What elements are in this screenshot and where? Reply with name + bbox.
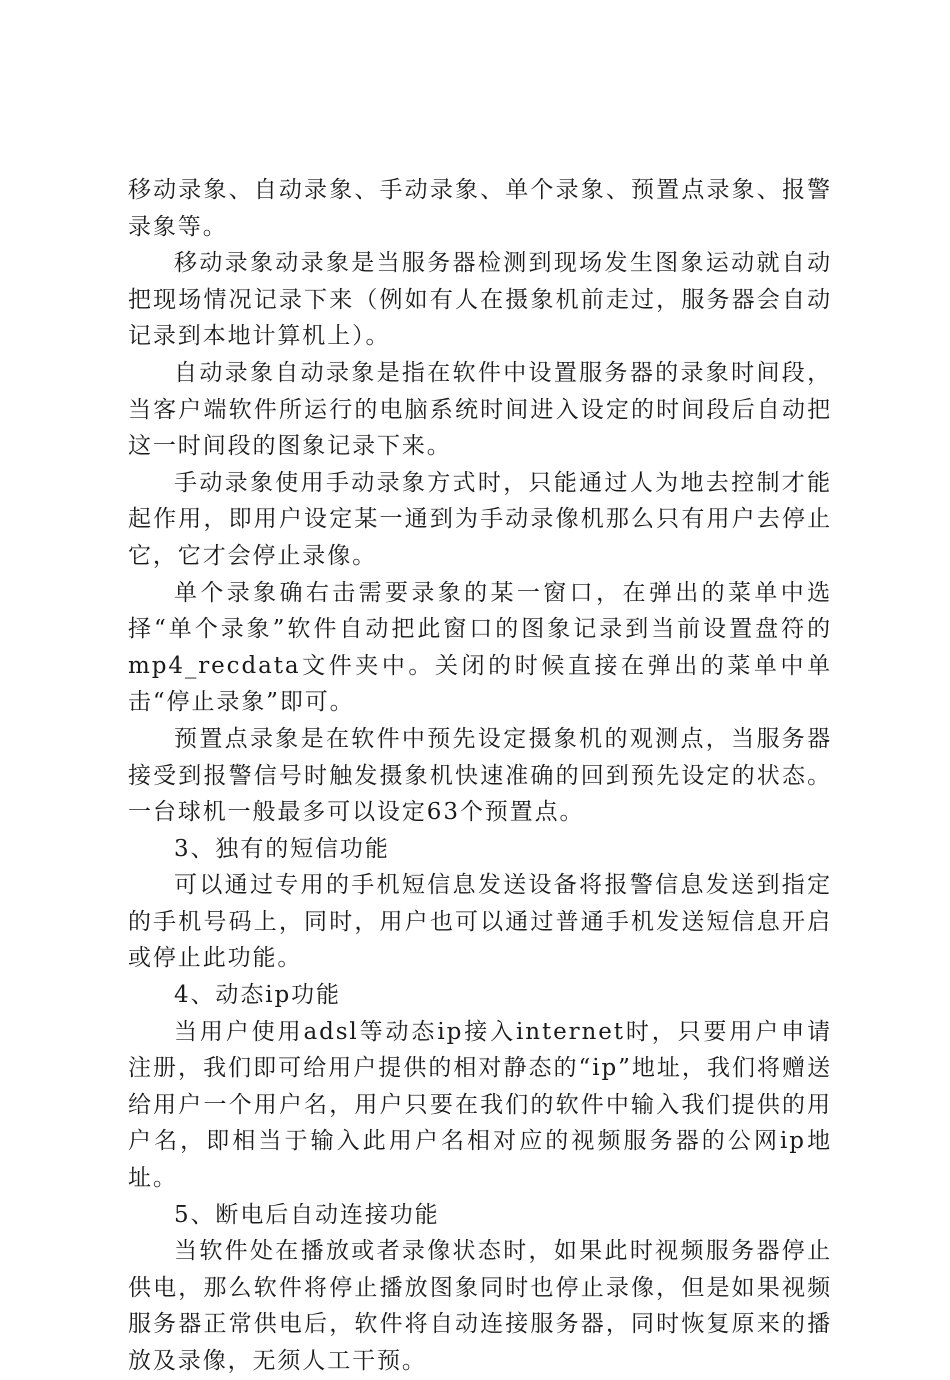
section-heading-sms: 3、独有的短信功能 xyxy=(174,835,390,862)
section-heading-auto-reconnect: 5、断电后自动连接功能 xyxy=(174,1201,440,1228)
paragraph-manual-recording: 手动录象使用手动录象方式时，只能通过人为地去控制才能起作用，即用户设定某一通到为手动录像机那么只有用户去停止它，它才会停止录像。 xyxy=(128,469,832,569)
paragraph-single-recording: 单个录象确右击需要录象的某一窗口，在弹出的菜单中选择“单个录象”软件自动把此窗口的图象记录到当前设置盘符的mp4_recdata文件夹中。关闭的时候直接在弹出的菜单中单击“停止录象”即可。 xyxy=(128,579,832,716)
paragraph-auto-recording: 自动录象自动录象是指在软件中设置服务器的录象时间段，当客户端软件所运行的电脑系统时间进入设定的时间段后自动把这一时间段的图象记录下来。 xyxy=(128,359,832,460)
paragraph-recording-types: 移动录象、自动录象、手动录象、单个录象、预置点录象、报警录象等。 xyxy=(128,177,832,240)
section-heading-dynamic-ip: 4、动态ip功能 xyxy=(174,982,341,1009)
paragraph-sms: 可以通过专用的手机短信息发送设备将报警信息发送到指定的手机号码上，同时，用户也可以通过普通手机发送短信息开启或停止此功能。 xyxy=(128,872,832,972)
document-page xyxy=(128,172,832,1380)
paragraph-auto-reconnect: 当软件处在播放或者录像状态时，如果此时视频服务器停止供电，那么软件将停止播放图象同时也停止录像，但是如果视频服务器正常供电后，软件将自动连接服务器，同时恢复原来的播放及录像，无须人工干预。 xyxy=(128,1238,832,1374)
paragraph-preset-recording: 预置点录象是在软件中预先设定摄象机的观测点，当服务器接受到报警信号时触发摄象机快速准确的回到预先设定的状态。一台球机一般最多可以设定63个预置点。 xyxy=(128,725,832,826)
paragraph-dynamic-ip: 当用户使用adsl等动态ip接入internet时，只要用户申请注册，我们即可给用户提供的相对静态的“ip”地址，我们将赠送给用户一个用户名，用户只要在我们的软件中输入我们提供的用户名，即相当于输入此用户名相对应的视频服务器的公网ip地址。 xyxy=(128,1018,832,1192)
paragraph-motion-recording: 移动录象动录象是当服务器检测到现场发生图象运动就自动把现场情况记录下来（例如有人在摄象机前走过，服务器会自动记录到本地计算机上）。 xyxy=(128,250,832,350)
